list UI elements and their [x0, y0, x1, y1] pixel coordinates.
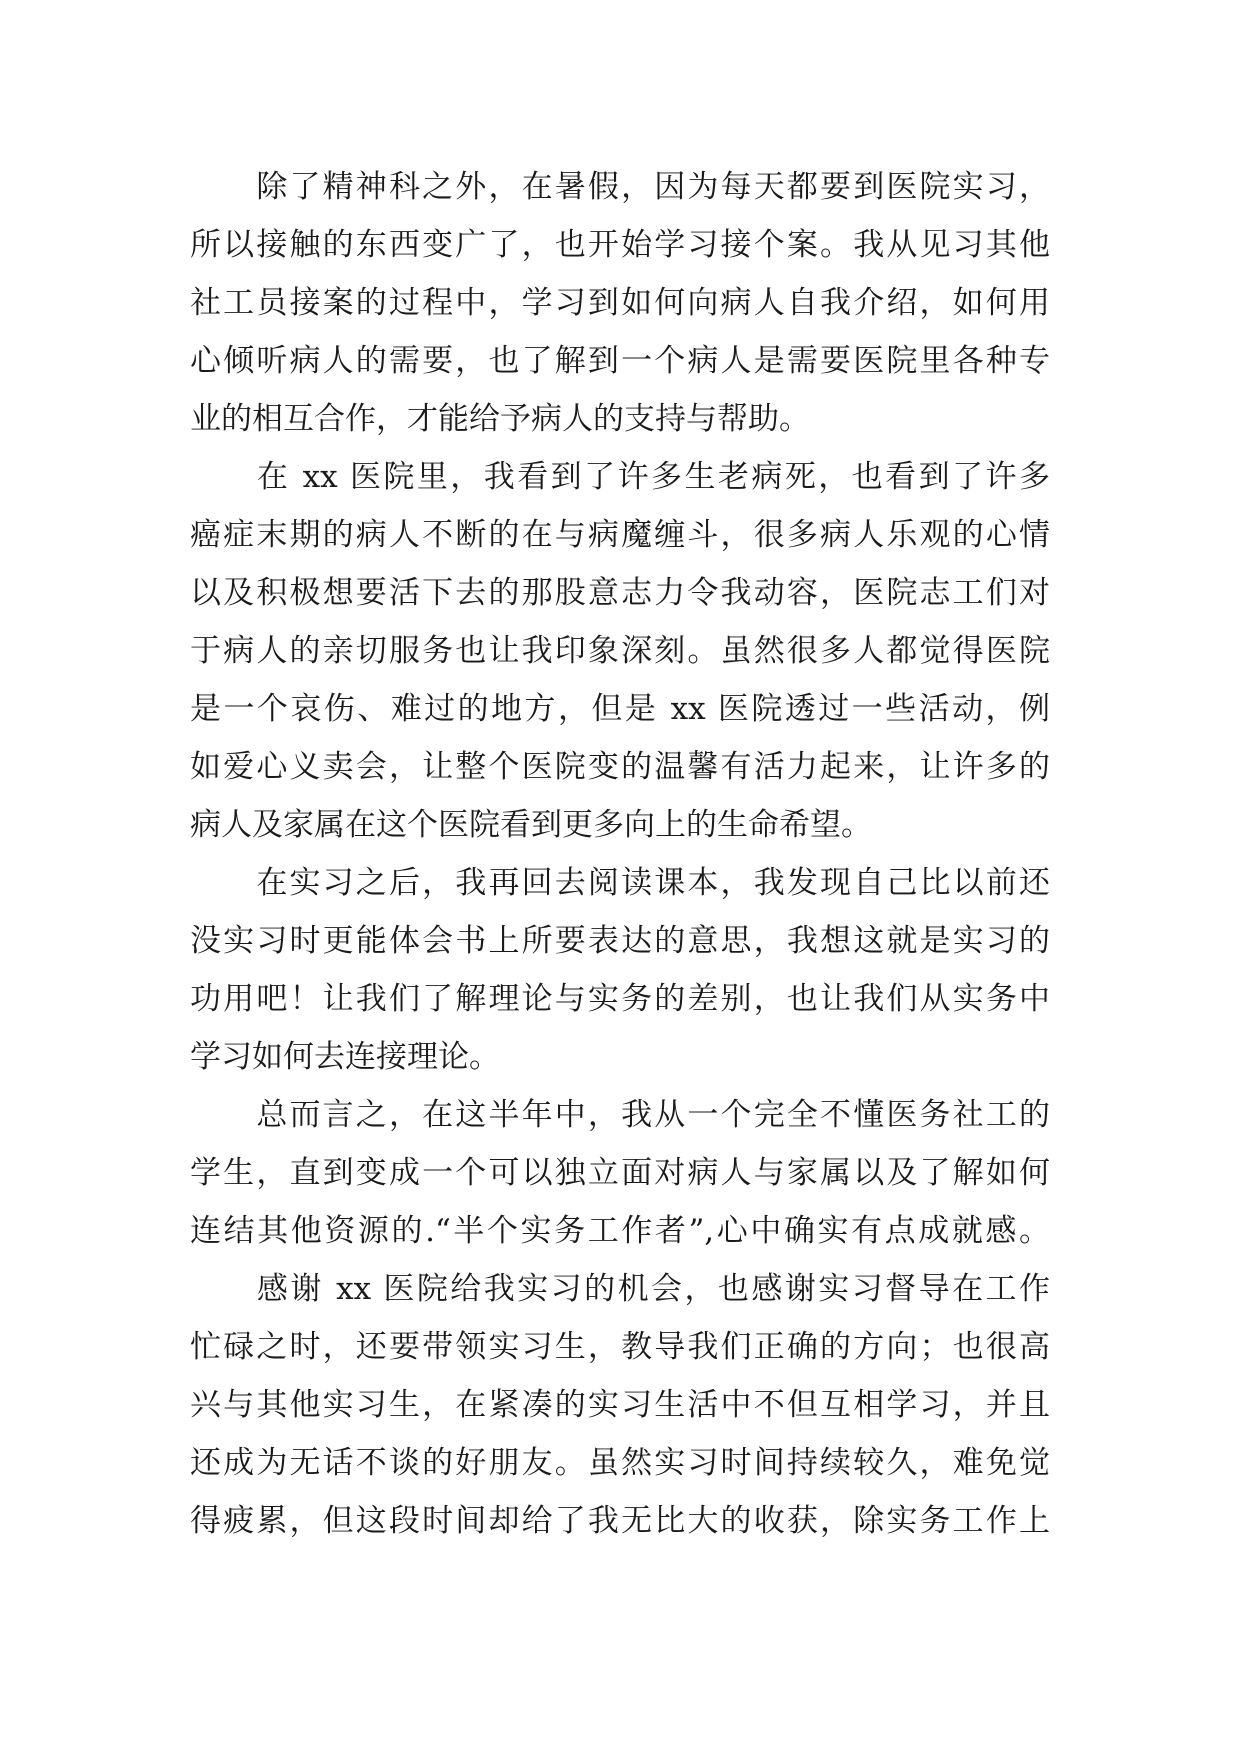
text-line: 兴与其他实习生，在紧凑的实习生活中不但互相学习，并且: [190, 1387, 1050, 1423]
text-line: 心倾听病人的需要，也了解到一个病人是需要医院里各种专: [190, 343, 1050, 379]
text-line: 忙碌之时，还要带领实习生，教导我们正确的方向；也很高: [190, 1329, 1050, 1365]
text-line: 学习如何去连接理论。: [190, 1039, 500, 1075]
text-line: 总而言之，在这半年中，我从一个完全不懂医务社工的: [190, 1097, 1050, 1133]
text-line: 业的相互合作，才能给予病人的支持与帮助。: [190, 401, 810, 437]
text-line: 社工员接案的过程中，学习到如何向病人自我介绍，如何用: [190, 285, 1050, 321]
text-line: 除了精神科之外，在暑假，因为每天都要到医院实习，: [190, 169, 1050, 205]
text-line: 在实习之后，我再回去阅读课本，我发现自己比以前还: [190, 865, 1050, 901]
text-line: 没实习时更能体会书上所要表达的意思，我想这就是实习的: [190, 923, 1050, 959]
text-line: 在 xx 医院里，我看到了许多生老病死，也看到了许多: [190, 459, 1050, 495]
text-line: 感谢 xx 医院给我实习的机会，也感谢实习督导在工作: [190, 1271, 1050, 1307]
text-line: 学生，直到变成一个可以独立面对病人与家属以及了解如何: [190, 1155, 1050, 1191]
text-line: 得疲累，但这段时间却给了我无比大的收获，除实务工作上: [190, 1503, 1050, 1539]
text-line: 癌症末期的病人不断的在与病魔缠斗，很多病人乐观的心情: [190, 517, 1050, 553]
text-line: 如爱心义卖会，让整个医院变的温馨有活力起来，让许多的: [190, 749, 1050, 785]
text-line: 连结其他资源的.“半个实务工作者”,心中确实有点成就感。: [190, 1213, 1050, 1249]
text-line: 所以接触的东西变广了，也开始学习接个案。我从见习其他: [190, 227, 1050, 263]
text-line: 于病人的亲切服务也让我印象深刻。虽然很多人都觉得医院: [190, 633, 1050, 669]
text-line: 以及积极想要活下去的那股意志力令我动容，医院志工们对: [190, 575, 1050, 611]
text-line: 功用吧！让我们了解理论与实务的差别，也让我们从实务中: [190, 981, 1050, 1017]
text-line: 是一个哀伤、难过的地方，但是 xx 医院透过一些活动，例: [190, 691, 1050, 727]
text-line: 还成为无话不谈的好朋友。虽然实习时间持续较久，难免觉: [190, 1445, 1050, 1481]
text-line: 病人及家属在这个医院看到更多向上的生命希望。: [190, 807, 872, 843]
